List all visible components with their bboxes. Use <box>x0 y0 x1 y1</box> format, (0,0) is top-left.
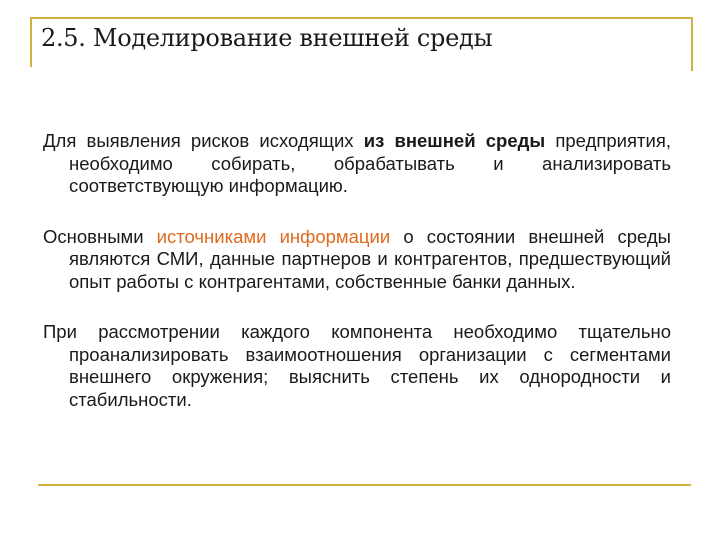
paragraph-text: предприятия, необходимо собирать, обрабатывать и анализировать соответствующую информацию. <box>69 130 671 196</box>
bold-phrase: из внешней среды <box>363 130 546 151</box>
slide-title: 2.5. Моделирование внешней среды <box>41 24 493 52</box>
paragraph-risk-identification <box>43 130 671 198</box>
highlighted-phrase: источниками информации <box>156 225 391 247</box>
paragraph-component-analysis: При рассмотрении каждого компонента необходимо тщательно проанализировать взаимоотношения организации с сегментами внешнего окружения; выяснить степень их однородности и стабильности. <box>43 321 671 410</box>
bottom-divider <box>38 484 691 486</box>
paragraph-information-sources <box>43 226 671 294</box>
paragraph-text: о состоянии внешней среды являются СМИ, данные партнеров и контрагентов, предшествующий опыт работы с контрагентами, собственные банки данных. <box>69 225 671 292</box>
paragraph-text: Основными <box>43 225 157 247</box>
paragraph-text: Для выявления рисков исходящих <box>43 130 364 151</box>
slide-body <box>43 130 671 411</box>
title-frame-left-border <box>30 17 32 67</box>
